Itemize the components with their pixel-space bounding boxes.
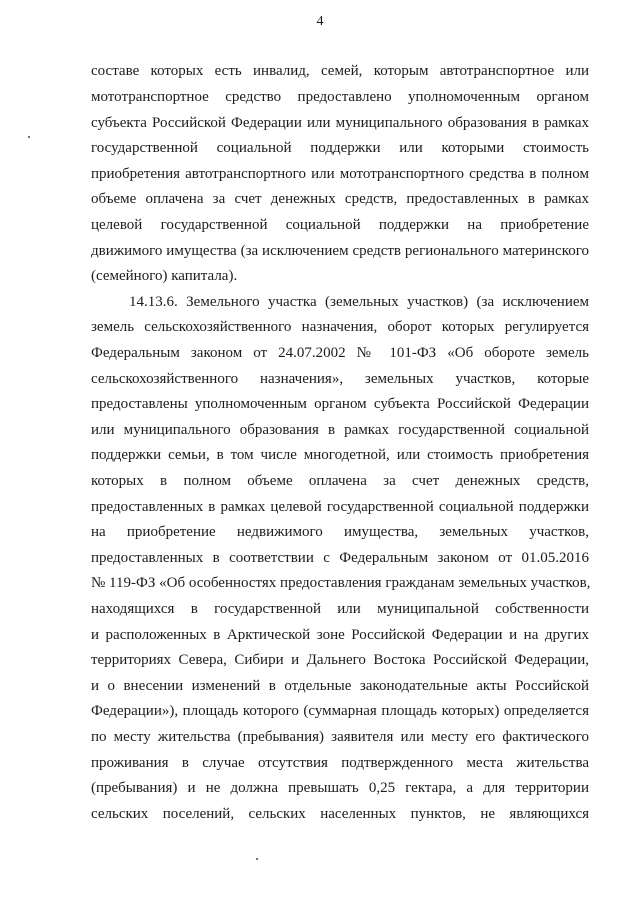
text-line-17: которых в полном объеме оплачена за счет денежных средств, [91, 473, 589, 489]
scan-speck [28, 136, 30, 138]
text-line-24: территориях Севера, Сибири и Дальнего Востока Российской Федерации, [91, 652, 589, 668]
text-line-13: сельскохозяйственного назначения», земельных участков, которые [91, 371, 589, 387]
text-line-12: Федеральным законом от 24.07.2002 № 101-ФЗ «Об обороте земель [91, 345, 589, 361]
text-line-1: составе которых есть инвалид, семей, которым автотранспортное или [91, 63, 589, 79]
text-line-20: предоставленных в соответствии с Федеральным законом от 01.05.2016 [91, 550, 589, 566]
text-line-15: или муниципального образования в рамках государственной социальной [91, 422, 589, 438]
paragraph-start-line: 14.13.6. Земельного участка (земельных участков) (за исключением [129, 294, 589, 310]
text-line-21: № 119-ФЗ «Об особенностях предоставления гражданам земельных участков, [91, 575, 591, 591]
text-line-3: субъекта Российской Федерации или муниципального образования в рамках [91, 115, 589, 131]
page-number: 4 [316, 14, 324, 29]
text-line-4: государственной социальной поддержки или которыми стоимость [91, 140, 589, 156]
text-line-9: (семейного) капитала). [91, 268, 238, 284]
text-line-23: и расположенных в Арктической зоне Российской Федерации и на других [91, 627, 589, 643]
text-line-26: Федерации»), площадь которого (суммарная площадь которых) определяется [91, 703, 589, 719]
text-line-22: находящихся в государственной или муниципальной собственности [91, 601, 589, 617]
text-line-7: целевой государственной социальной поддержки на приобретение [91, 217, 589, 233]
text-line-16: поддержки семьи, в том числе многодетной, или стоимость приобретения [91, 447, 589, 463]
text-line-18: предоставленных в рамках целевой государственной социальной поддержки [91, 499, 589, 515]
text-line-6: объеме оплачена за счет денежных средств, предоставленных в рамках [91, 191, 589, 207]
text-line-30: сельских поселений, сельских населенных пунктов, не являющихся [91, 806, 589, 822]
text-line-27: по месту жительства (пребывания) заявителя или месту его фактического [91, 729, 589, 745]
text-line-5: приобретения автотранспортного или мототранспортного средства в полном [91, 166, 589, 182]
text-line-25: и о внесении изменений в отдельные законодательные акты Российской [91, 678, 589, 694]
text-line-19: на приобретение недвижимого имущества, земельных участков, [91, 524, 589, 540]
text-line-28: проживания в случае отсутствия подтвержденного места жительства [91, 755, 589, 771]
text-line-14: предоставлены уполномоченным органом субъекта Российской Федерации [91, 396, 589, 412]
text-line-2: мототранспортное средство предоставлено уполномоченным органом [91, 89, 589, 105]
text-line-29: (пребывания) и не должна превышать 0,25 гектара, а для территории [91, 780, 589, 796]
text-line-11: земель сельскохозяйственного назначения, оборот которых регулируется [91, 319, 589, 335]
text-line-8: движимого имущества (за исключением средств регионального материнского [91, 243, 589, 259]
scan-speck [256, 858, 258, 860]
